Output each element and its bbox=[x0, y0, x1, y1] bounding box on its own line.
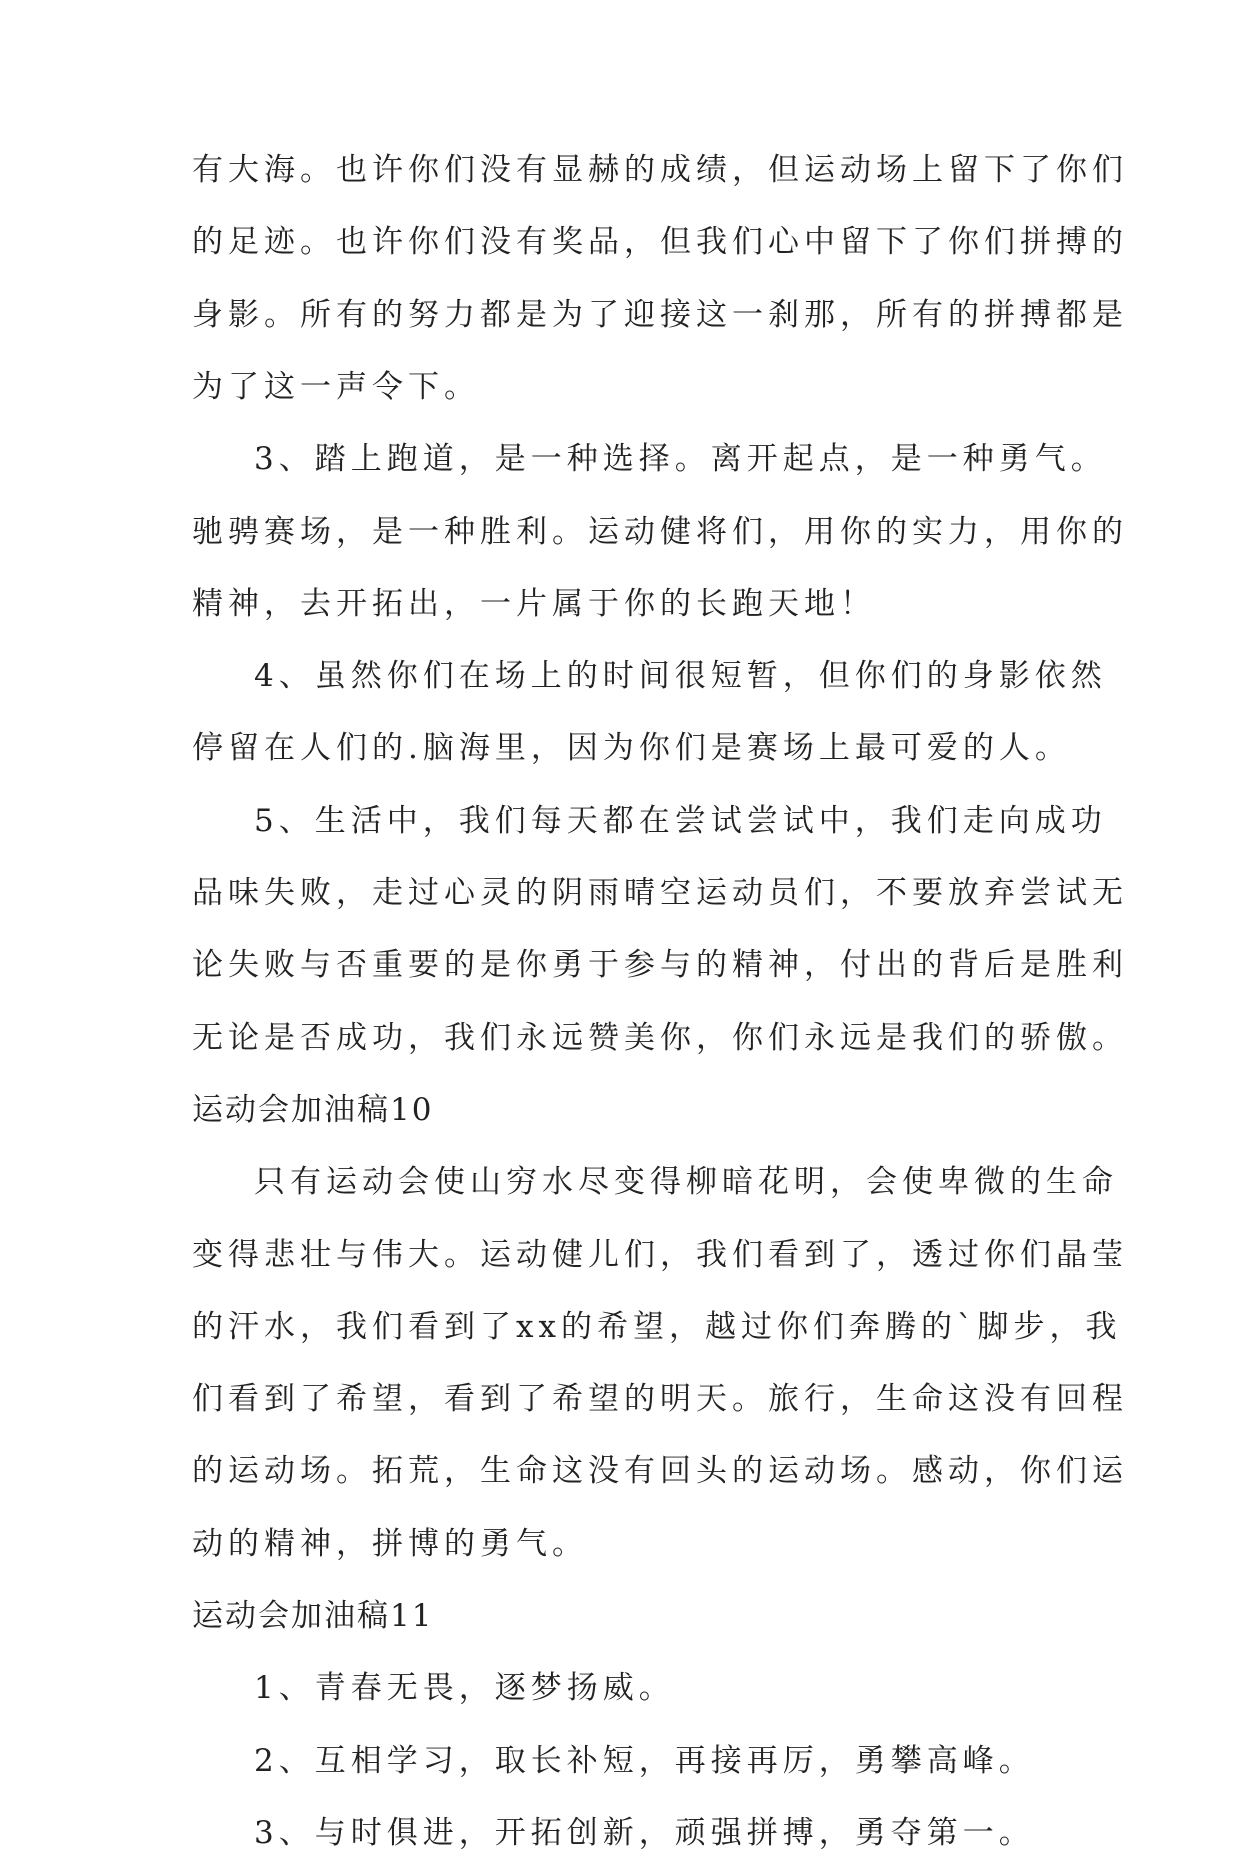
section-heading: 运动会加油稿10 bbox=[192, 1092, 434, 1128]
paragraph-line: 们看到了希望，看到了希望的明天。旅行，生命这没有回程 bbox=[192, 1381, 1128, 1417]
paragraph-line: 变得悲壮与伟大。运动健儿们，我们看到了，透过你们晶莹 bbox=[192, 1237, 1128, 1273]
paragraph-line: 论失败与否重要的是你勇于参与的精神，付出的背后是胜利 bbox=[192, 947, 1128, 983]
list-item-line: 3、与时俱进，开拓创新，顽强拼搏，勇夺第一。 bbox=[254, 1815, 1035, 1851]
paragraph-line: 只有运动会使山穷水尽变得柳暗花明，会使卑微的生命 bbox=[254, 1164, 1118, 1200]
list-item-line: 5、生活中，我们每天都在尝试尝试中，我们走向成功 bbox=[254, 803, 1107, 839]
paragraph-line: 的足迹。也许你们没有奖品，但我们心中留下了你们拼搏的 bbox=[192, 224, 1128, 260]
paragraph-line: 驰骋赛场，是一种胜利。运动健将们，用你的实力，用你的 bbox=[192, 514, 1128, 550]
paragraph-line: 无论是否成功，我们永远赞美你，你们永远是我们的骄傲。 bbox=[192, 1020, 1128, 1056]
paragraph-line: 为了这一声令下。 bbox=[192, 369, 480, 405]
list-item-line: 4、虽然你们在场上的时间很短暂，但你们的身影依然 bbox=[254, 658, 1107, 694]
list-item-line: 3、踏上跑道，是一种选择。离开起点，是一种勇气。 bbox=[254, 441, 1107, 477]
paragraph-line: 停留在人们的.脑海里，因为你们是赛场上最可爱的人。 bbox=[192, 730, 1071, 766]
paragraph-line: 的汗水，我们看到了xx的希望，越过你们奔腾的`脚步，我 bbox=[192, 1309, 1122, 1345]
section-heading: 运动会加油稿11 bbox=[192, 1598, 434, 1634]
paragraph-line: 品味失败，走过心灵的阴雨晴空运动员们，不要放弃尝试无 bbox=[192, 875, 1128, 911]
paragraph-line: 精神，去开拓出，一片属于你的长跑天地！ bbox=[192, 586, 876, 622]
list-item-line: 2、互相学习，取长补短，再接再厉，勇攀高峰。 bbox=[254, 1743, 1035, 1779]
paragraph-line: 有大海。也许你们没有显赫的成绩，但运动场上留下了你们 bbox=[192, 152, 1128, 188]
paragraph-line: 的运动场。拓荒，生命这没有回头的运动场。感动，你们运 bbox=[192, 1453, 1128, 1489]
list-item-line: 1、青春无畏，逐梦扬威。 bbox=[254, 1670, 675, 1706]
paragraph-line: 身影。所有的努力都是为了迎接这一刹那，所有的拼搏都是 bbox=[192, 297, 1128, 333]
paragraph-line: 动的精神，拼博的勇气。 bbox=[192, 1526, 588, 1562]
